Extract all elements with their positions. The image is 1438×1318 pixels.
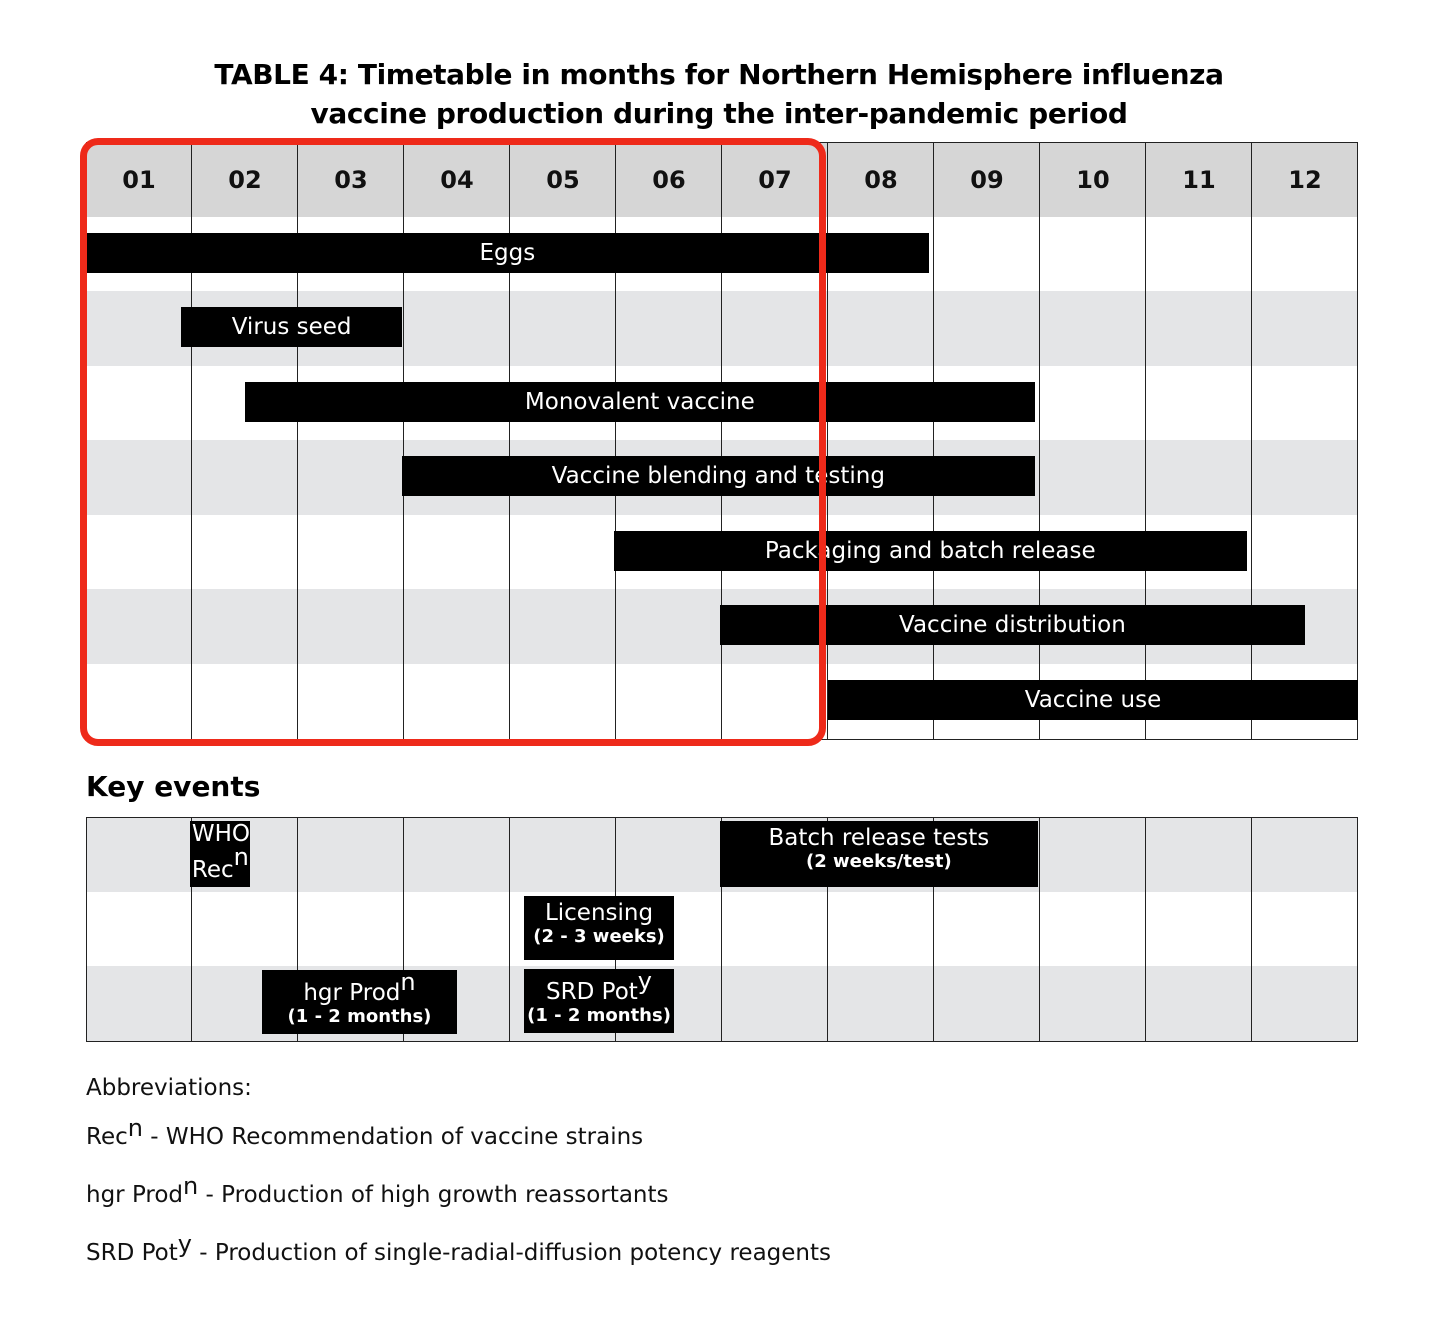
abbreviation-term: Rec: [86, 1124, 128, 1150]
abbreviation-definition: - WHO Recommendation of vaccine strains: [142, 1124, 644, 1150]
abbreviation-item: [86, 1114, 644, 1150]
grid-cell: [1252, 515, 1358, 591]
grid-cell: [510, 589, 616, 665]
key-event-line1: WHO: [191, 821, 251, 847]
grid-cell: [86, 817, 192, 893]
grid-cell: [404, 589, 510, 665]
grid-cell: [298, 589, 404, 665]
timeline-bar-vaccine-use: Vaccine use: [828, 680, 1358, 720]
grid-cell: [192, 664, 298, 740]
key-event-srd-pot: [524, 969, 675, 1033]
key-event-licensing: [524, 896, 675, 960]
abbreviation-item: [86, 1172, 669, 1208]
key-event-duration: (1 - 2 months): [527, 1005, 671, 1026]
grid-cell: [1040, 366, 1146, 442]
month-header-07: 07: [758, 166, 792, 194]
grid-cell: [404, 291, 510, 367]
grid-cell: [616, 664, 722, 740]
timetable-row: [86, 366, 1356, 442]
month-header-06: 06: [652, 166, 686, 194]
grid-cell: [192, 892, 298, 968]
grid-cell: [1252, 892, 1358, 968]
abbreviation-item: [86, 1230, 832, 1266]
grid-cell: [722, 291, 828, 367]
grid-cell: [298, 664, 404, 740]
timetable-row: [86, 589, 1356, 665]
grid-cell: [1146, 440, 1252, 516]
key-events-row: [86, 817, 1356, 893]
grid-cell: [1146, 217, 1252, 293]
abbreviation-term: SRD Pot: [86, 1240, 178, 1266]
grid-cell: [934, 217, 1040, 293]
month-header-row: [86, 142, 1356, 218]
grid-cell: [192, 589, 298, 665]
timeline-bar-vaccine-blending-and-testing: Vaccine blending and testing: [402, 456, 1035, 496]
key-event-title: SRD Pot: [546, 979, 638, 1005]
grid-cell: [1040, 817, 1146, 893]
grid-cell: [1040, 217, 1146, 293]
timeline-bar-virus-seed: Virus seed: [181, 307, 401, 347]
grid-cell: [616, 817, 722, 893]
grid-cell: [86, 440, 192, 516]
grid-cell: [1040, 892, 1146, 968]
grid-cell: [934, 892, 1040, 968]
timetable-grid: [86, 142, 1356, 740]
timetable-row: [86, 440, 1356, 516]
key-events-row: [86, 892, 1356, 968]
month-header-12: 12: [1288, 166, 1322, 194]
grid-cell: [1146, 966, 1252, 1042]
grid-cell: [86, 966, 192, 1042]
month-header-08: 08: [864, 166, 898, 194]
key-event-duration: (1 - 2 months): [287, 1006, 432, 1027]
grid-cell: [510, 515, 616, 591]
key-events-row: [86, 966, 1356, 1042]
grid-cell: [404, 817, 510, 893]
key-event-title: Batch release tests: [768, 825, 990, 851]
key-event-title: hgr Prod: [303, 980, 401, 1006]
grid-cell: [404, 664, 510, 740]
key-events-grid: [86, 817, 1356, 1045]
grid-cell: [404, 515, 510, 591]
timetable-row: [86, 217, 1356, 293]
grid-cell: [1040, 440, 1146, 516]
grid-cell: [1252, 217, 1358, 293]
month-header-03: 03: [334, 166, 368, 194]
timetable-row: [86, 515, 1356, 591]
grid-cell: [828, 892, 934, 968]
key-event-duration: (2 - 3 weeks): [533, 925, 665, 947]
grid-cell: [1252, 291, 1358, 367]
timetable-row: [86, 664, 1356, 740]
grid-cell: [86, 664, 192, 740]
timeline-bar-vaccine-distribution: Vaccine distribution: [720, 605, 1305, 645]
superscript: y: [637, 969, 652, 995]
month-header-11: 11: [1182, 166, 1216, 194]
key-event-batch-release-tests: [720, 821, 1038, 887]
grid-cell: [1252, 817, 1358, 893]
key-event-hgr-prod: [262, 970, 457, 1034]
grid-cell: [722, 966, 828, 1042]
table-title-line-1: TABLE 4: Timetable in months for Northern Hemisphere influenza: [214, 58, 1224, 91]
superscript: n: [400, 970, 416, 996]
abbreviation-term: hgr Prod: [86, 1182, 184, 1208]
grid-cell: [828, 291, 934, 367]
grid-cell: [192, 515, 298, 591]
grid-cell: [510, 817, 616, 893]
grid-cell: [1040, 291, 1146, 367]
superscript: n: [233, 843, 249, 871]
grid-cell: [192, 440, 298, 516]
grid-cell: [1252, 366, 1358, 442]
key-event-duration: (2 weeks/test): [806, 851, 952, 872]
timetable-row: [86, 291, 1356, 367]
grid-cell: [1146, 892, 1252, 968]
grid-cell: [722, 664, 828, 740]
grid-cell: [298, 440, 404, 516]
key-event-who: [190, 821, 250, 887]
key-event-line1b: Rec: [191, 857, 234, 883]
timeline-bar-eggs: Eggs: [86, 233, 929, 273]
grid-cell: [1252, 440, 1358, 516]
grid-cell: [934, 966, 1040, 1042]
grid-cell: [86, 892, 192, 968]
grid-cell: [404, 892, 510, 968]
grid-cell: [1146, 366, 1252, 442]
grid-cell: [1252, 966, 1358, 1042]
timeline-bar-packaging-and-batch-release: Packaging and batch release: [614, 531, 1247, 571]
table-title-line-2: vaccine production during the inter-pandemic period: [310, 97, 1128, 130]
grid-cell: [616, 291, 722, 367]
grid-cell: [298, 817, 404, 893]
grid-cell: [86, 589, 192, 665]
grid-cell: [1146, 817, 1252, 893]
month-header-05: 05: [546, 166, 580, 194]
abbreviation-definition: - Production of high growth reassortants: [198, 1182, 669, 1208]
key-events-heading: Key events: [86, 770, 261, 803]
grid-cell: [1040, 966, 1146, 1042]
grid-cell: [934, 291, 1040, 367]
grid-cell: [1146, 291, 1252, 367]
grid-cell: [616, 589, 722, 665]
abbreviation-definition: - Production of single-radial-diffusion potency reagents: [191, 1240, 832, 1266]
grid-cell: [298, 892, 404, 968]
grid-cell: [510, 664, 616, 740]
grid-cell: [510, 291, 616, 367]
grid-cell: [298, 515, 404, 591]
grid-cell: [86, 291, 192, 367]
abbreviation-superscript: n: [127, 1114, 143, 1142]
month-header-10: 10: [1076, 166, 1110, 194]
month-header-02: 02: [228, 166, 262, 194]
grid-cell: [86, 515, 192, 591]
grid-cell: [828, 966, 934, 1042]
grid-cell: [86, 366, 192, 442]
grid-cell: [722, 892, 828, 968]
timeline-bar-monovalent-vaccine: Monovalent vaccine: [245, 382, 1035, 422]
abbreviation-superscript: n: [183, 1172, 199, 1200]
month-header-01: 01: [122, 166, 156, 194]
month-header-04: 04: [440, 166, 474, 194]
abbreviations-heading: Abbreviations:: [86, 1075, 252, 1101]
abbreviation-superscript: y: [177, 1230, 192, 1258]
key-event-title: Licensing: [544, 899, 654, 926]
month-header-09: 09: [970, 166, 1004, 194]
